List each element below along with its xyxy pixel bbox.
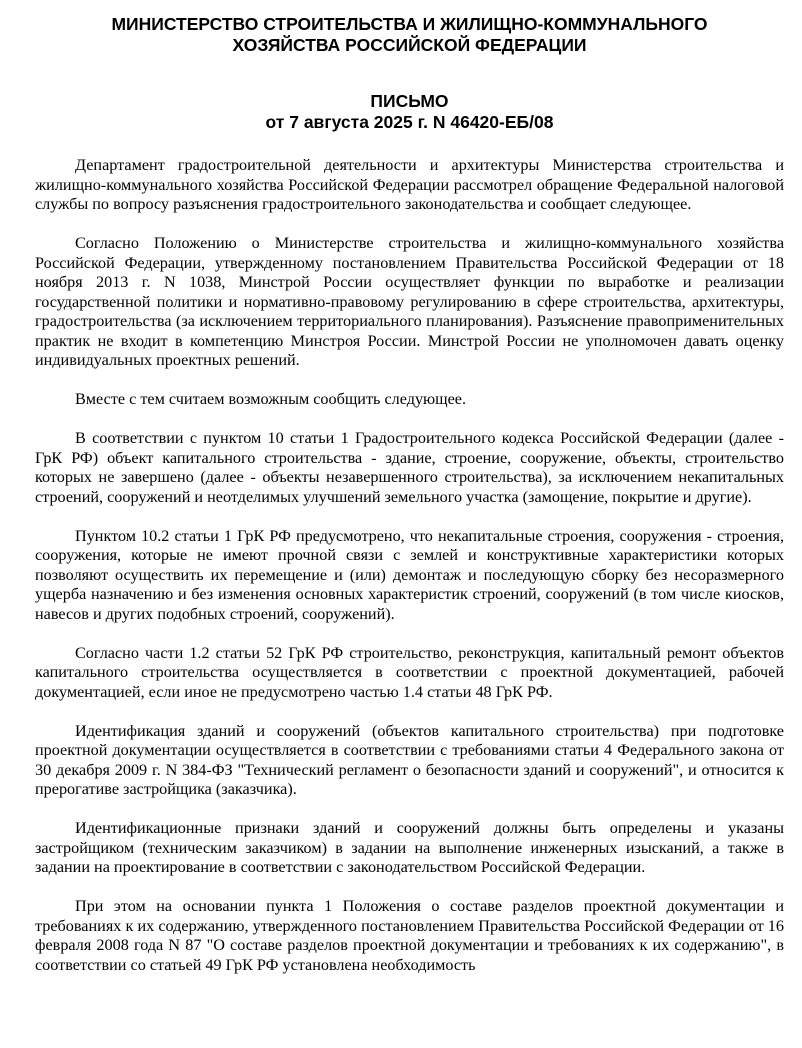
letter-heading xyxy=(35,91,784,133)
paragraph: Пунктом 10.2 статьи 1 ГрК РФ предусмотрено, что некапитальные строения, сооружения - строения, сооружения, которые не имеют прочной связи с землей и конструктивные характеристики которых позволяют осуществить их перемещение и (или) демонтаж и последующую сборку без несоразмерного ущерба назначению и без изменения основных характеристик строений, сооружений (в том числе киосков, навесов и других подобных строений, сооружений). xyxy=(35,526,784,623)
paragraph: В соответствии с пунктом 10 статьи 1 Градостроительного кодекса Российской Федерации (далее - ГрК РФ) объект капитального строительства - здание, строение, сооружение, объекты, строительство которых не завершено (далее - объекты незавершенного строительства), за исключением некапитальных строений, сооружений и неотделимых улучшений земельного участка (замощение, покрытие и другие). xyxy=(35,429,784,506)
letter-body xyxy=(35,156,784,975)
paragraph: Вместе с тем считаем возможным сообщить следующее. xyxy=(75,390,467,408)
paragraph: Департамент градостроительной деятельности и архитектуры Министерства строительства и жилищно-коммунального хозяйства Российской Федерации рассмотрел обращение Федеральной налоговой службы по вопросу разъяснения градостроительного законодательства и сообщает следующее. xyxy=(35,156,784,213)
paragraph: При этом на основании пункта 1 Положения о составе разделов проектной документации и требованиях к их содержанию, утвержденного постановлением Правительства Российской Федерации от 16 февраля 2008 года N 87 "О составе разделов проектной документации и требованиях к их содержанию", в соответствии со статьей 49 ГрК РФ установлена необходимость xyxy=(35,897,784,974)
document-type: ПИСЬМО xyxy=(370,91,449,111)
paragraph: Идентификационные признаки зданий и сооружений должны быть определены и указаны застройщиком (техническим заказчиком) в задании на выполнение инженерных изысканий, а также в задании на проектирование в соответствии с законодательством Российской Федерации. xyxy=(35,819,784,876)
paragraph: Согласно Положению о Министерстве строительства и жилищно-коммунального хозяйства Российской Федерации, утвержденному постановлением Правительства Российской Федерации от 18 ноября 2013 г. N 1038, Минстрой России осуществляет функции по выработке и реализации государственной политики и нормативно-правовому регулированию в сфере строительства, архитектуры, градостроительства (за исключением территориального планирования). Разъяснение правоприменительных практик не входит в компетенцию Минстроя России. Минстрой России не уполномочен давать оценку индивидуальных проектных решений. xyxy=(35,234,784,369)
ministry-title-line-1: МИНИСТЕРСТВО СТРОИТЕЛЬСТВА И ЖИЛИЩНО-КОММУНАЛЬНОГО xyxy=(111,14,708,34)
paragraph: Согласно части 1.2 статьи 52 ГрК РФ строительство, реконструкция, капитальный ремонт объектов капитального строительства осуществляется в соответствии с проектной документацией, рабочей документацией, если иное не предусмотрено частью 1.4 статьи 48 ГрК РФ. xyxy=(35,643,784,701)
document-date-number: от 7 августа 2025 г. N 46420-ЕБ/08 xyxy=(265,112,554,132)
ministry-title xyxy=(35,14,784,56)
paragraph: Идентификация зданий и сооружений (объектов капитального строительства) при подготовке проектной документации осуществляется в соответствии с требованиями статьи 4 Федерального закона от 30 декабря 2009 г. N 384-ФЗ "Технический регламент о безопасности зданий и сооружений", и относится к прерогативе застройщика (заказчика). xyxy=(35,721,784,798)
ministry-title-line-2: ХОЗЯЙСТВА РОССИЙСКОЙ ФЕДЕРАЦИИ xyxy=(232,35,587,55)
document-page xyxy=(35,14,784,995)
